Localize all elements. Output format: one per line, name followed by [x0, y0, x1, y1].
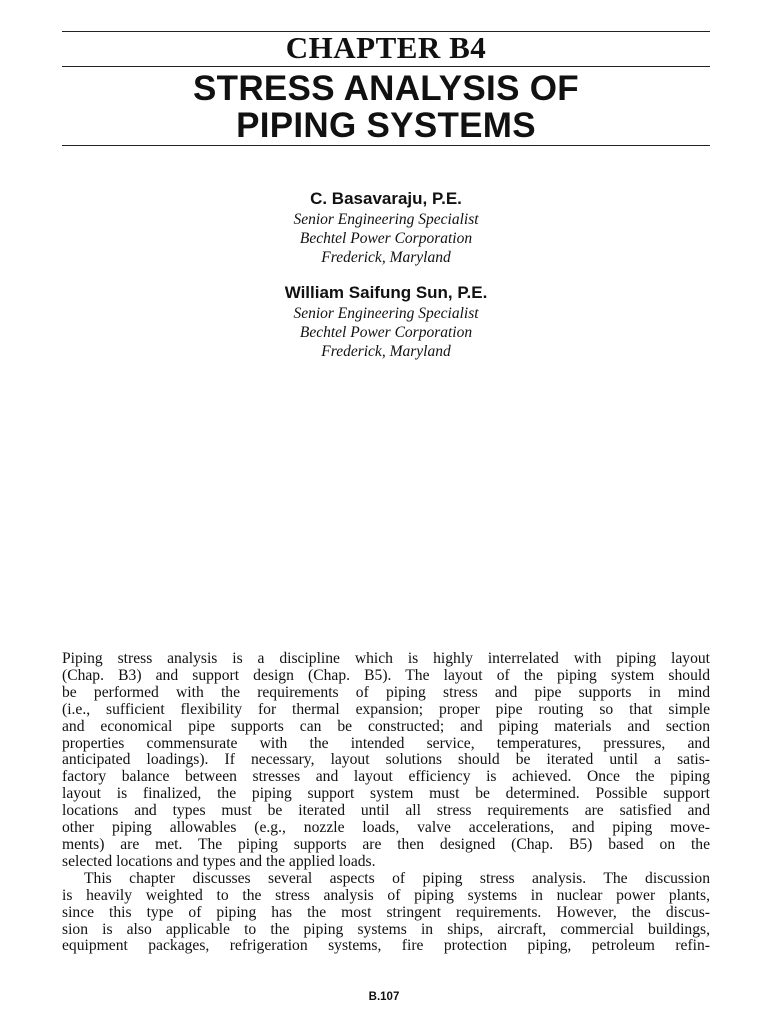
- chapter-title-line-1: STRESS ANALYSIS OF: [193, 69, 579, 108]
- author-name: William Saifung Sun, P.E.: [284, 283, 488, 302]
- body-line: ments) are met. The piping supports are then designed (Chap. B5) based on the: [62, 835, 710, 853]
- author-name: C. Basavaraju, P.E.: [310, 189, 462, 208]
- author-block-2: [62, 282, 710, 361]
- chapter-label: CHAPTER B4: [285, 30, 487, 65]
- body-line: selected locations and types and the applied loads.: [62, 852, 376, 870]
- body-line: and economical pipe supports can be constructed; and piping materials and section: [62, 717, 710, 735]
- author-company: Bechtel Power Corporation: [299, 230, 473, 247]
- author-location: Frederick, Maryland: [321, 343, 451, 360]
- body-line: properties commensurate with the intended service, temperatures, pressures, and: [62, 734, 710, 752]
- body-line: (Chap. B3) and support design (Chap. B5). The layout of the piping system should: [62, 666, 710, 684]
- body-line: layout is finalized, the piping support system must be determined. Possible support: [62, 785, 710, 803]
- bottom-rule: [62, 145, 710, 146]
- body-line: sion is also applicable to the piping systems in ships, aircraft, commercial buildings,: [62, 920, 710, 938]
- body-line: since this type of piping has the most stringent requirements. However, the discus-: [62, 903, 710, 921]
- body-line: anticipated loadings). If necessary, layout solutions should be iterated until a satis-: [62, 751, 710, 769]
- author-location: Frederick, Maryland: [321, 249, 451, 266]
- author-block-1: [62, 188, 710, 267]
- author-company: Bechtel Power Corporation: [299, 324, 473, 341]
- body-line: equipment packages, refrigeration systems, fire protection piping, petroleum refin-: [62, 937, 710, 955]
- body-line: Piping stress analysis is a discipline which is highly interrelated with piping layout: [62, 650, 710, 667]
- author-title: Senior Engineering Specialist: [293, 211, 479, 228]
- body-line: (i.e., sufficient flexibility for thermal expansion; proper pipe routing so that simple: [62, 700, 710, 718]
- body-line: locations and types must be iterated until all stress requirements are satisfied and: [62, 802, 710, 820]
- middle-rule: [62, 66, 710, 67]
- chapter-title: [62, 70, 710, 144]
- body-line: be performed with the requirements of piping stress and pipe supports in mind: [62, 683, 710, 701]
- body-line: This chapter discusses several aspects of piping stress analysis. The discussion: [84, 869, 710, 887]
- body-line: factory balance between stresses and layout efficiency is achieved. Once the piping: [62, 768, 710, 786]
- page-number: B.107: [368, 991, 400, 1003]
- body-text: [62, 651, 710, 955]
- body-line: is heavily weighted to the stress analysis of piping systems in nuclear power plants,: [62, 886, 710, 904]
- chapter-title-line-2: PIPING SYSTEMS: [236, 106, 536, 145]
- body-line: other piping allowables (e.g., nozzle loads, valve accelerations, and piping move-: [62, 819, 710, 837]
- author-title: Senior Engineering Specialist: [293, 305, 479, 322]
